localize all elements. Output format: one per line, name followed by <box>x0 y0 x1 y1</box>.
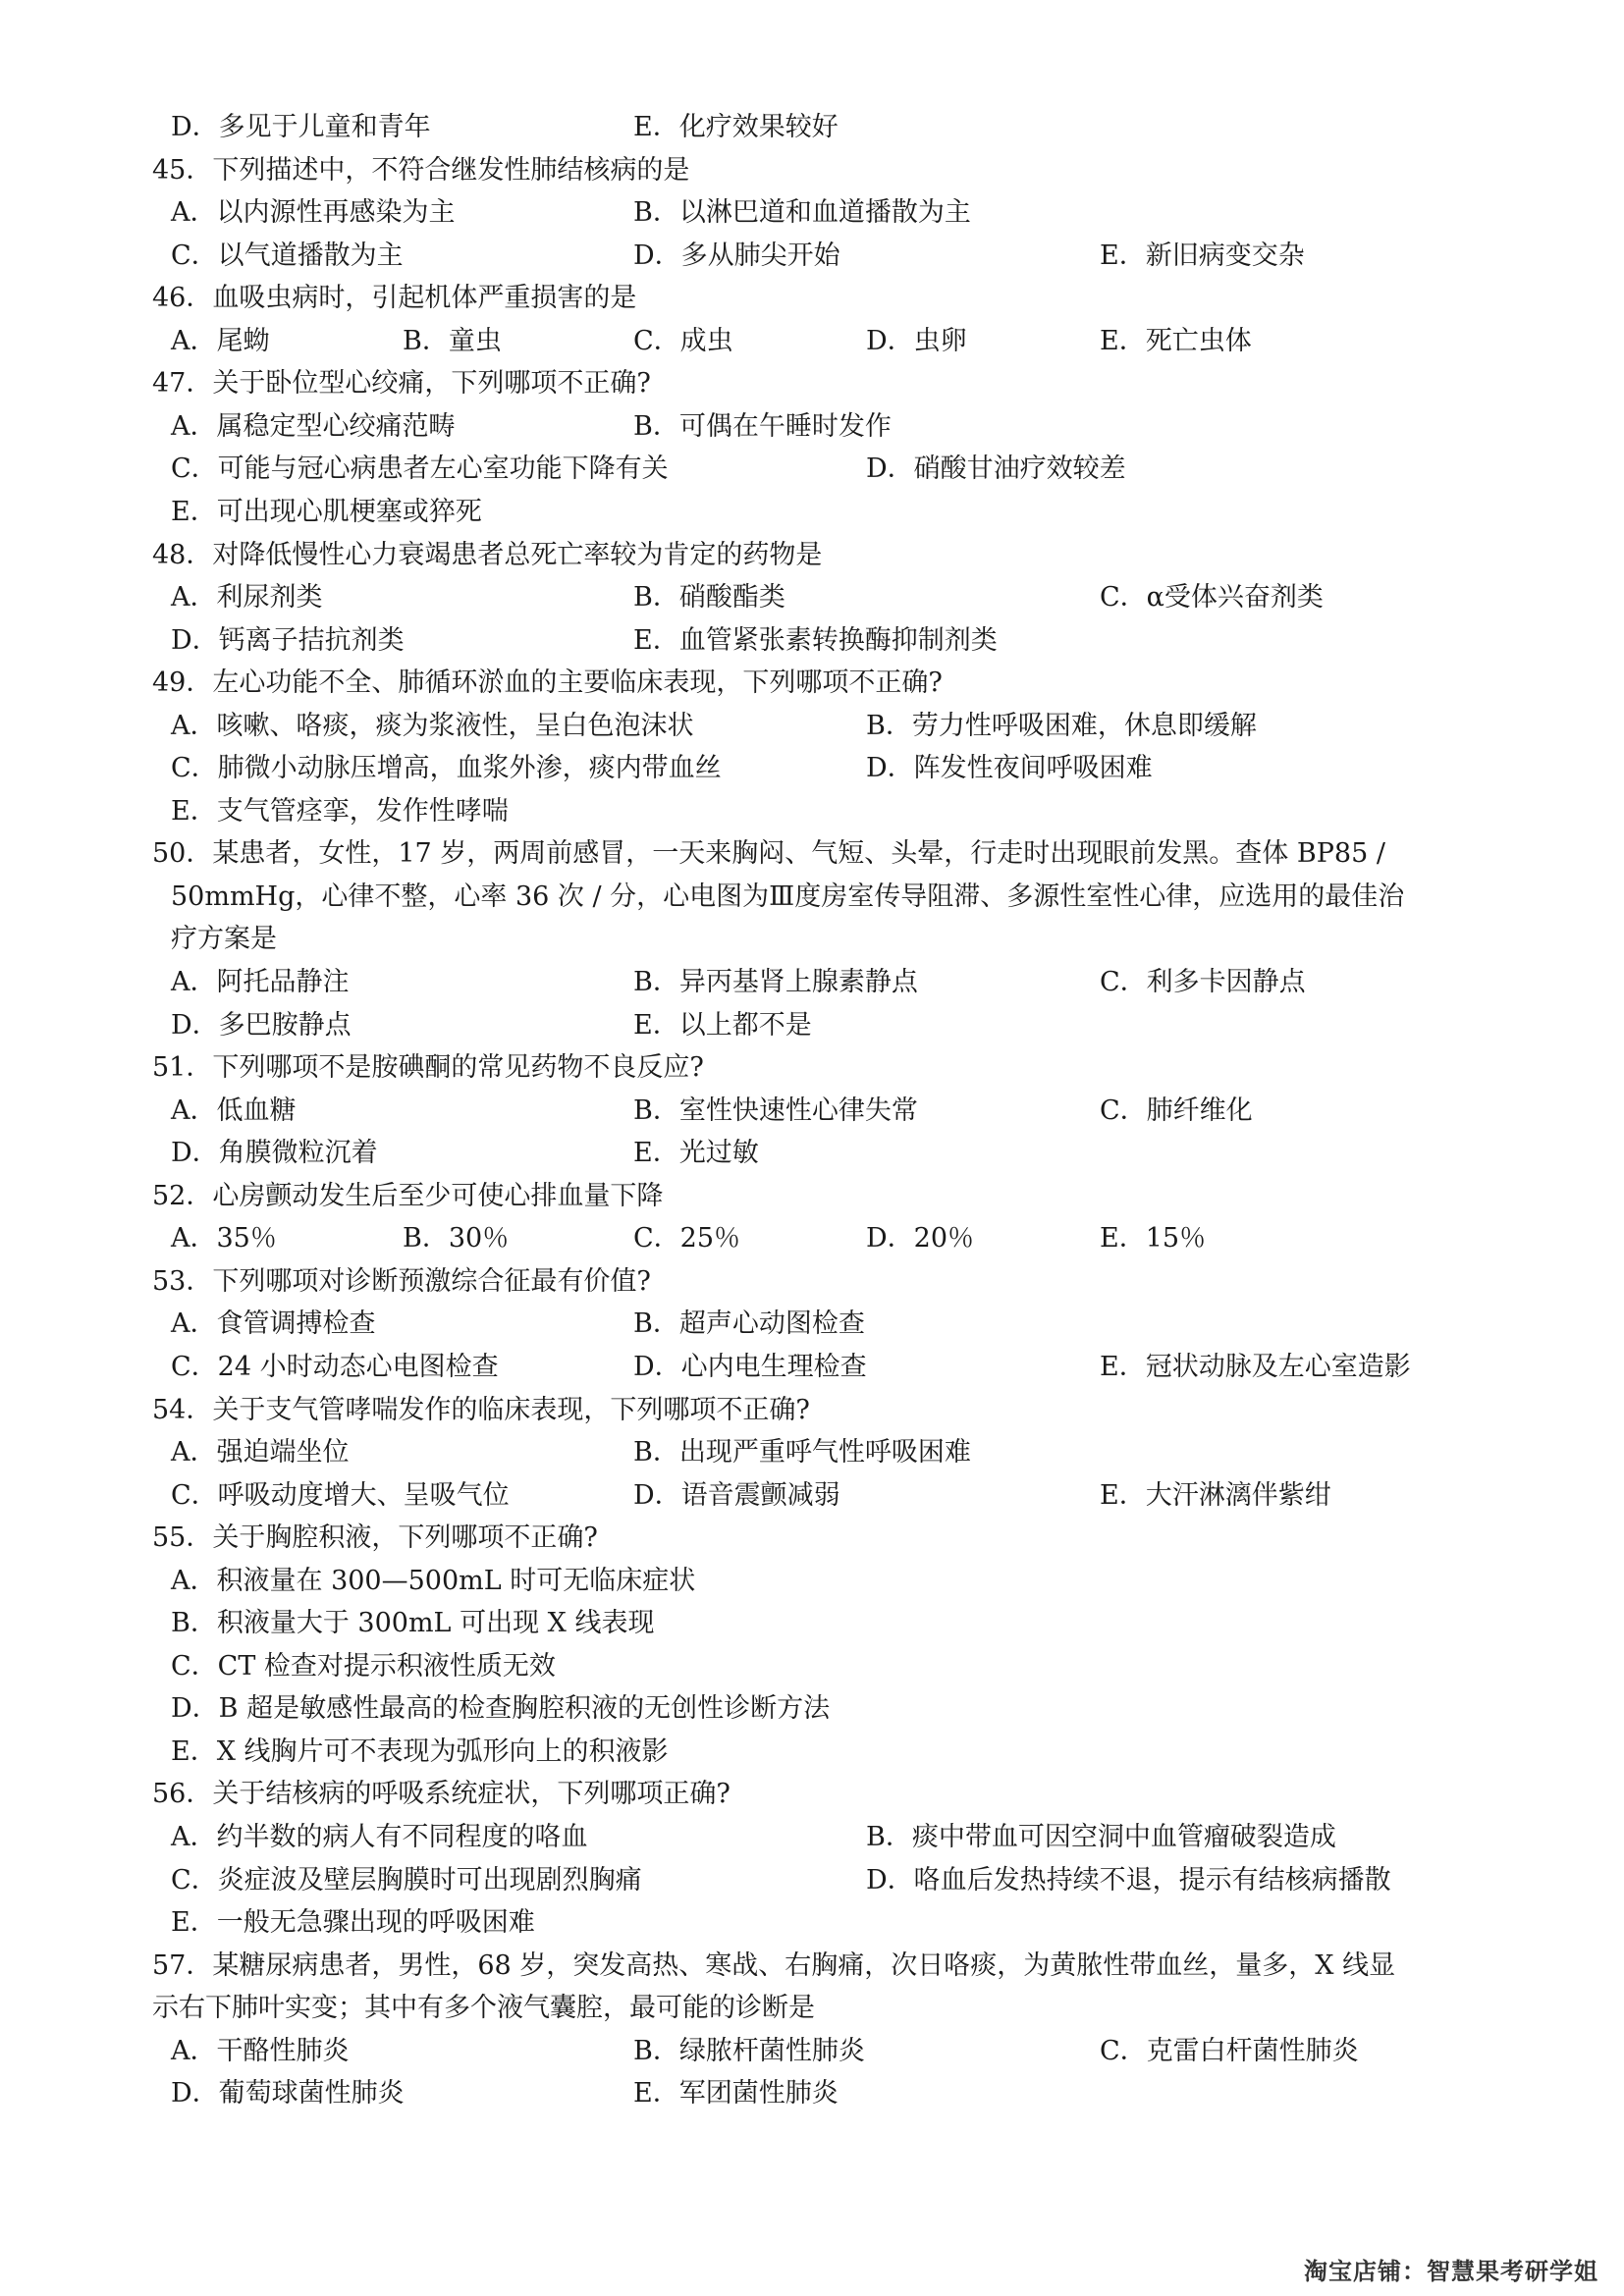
answer-option: B．痰中带血可因空洞中血管瘤破裂造成 <box>866 1822 1336 1852</box>
options-row <box>0 1859 1624 1902</box>
answer-option: C．肺纤维化 <box>1100 1095 1253 1126</box>
answer-option: A．利尿剂类 <box>171 582 323 614</box>
question-stem: 51．下列哪项不是胺碘酮的常见药物不良反应? <box>152 1052 704 1084</box>
answer-option: B．30％ <box>403 1223 510 1255</box>
answer-option: D．角膜微粒沉着 <box>171 1138 378 1169</box>
options-row <box>0 106 1624 149</box>
question-stem: 45．下列描述中，不符合继发性肺结核病的是 <box>152 154 690 186</box>
question-stem-continued: 50mmHg，心律不整，心率 36 次 / 分，心电图为Ⅲ度房室传导阻滞、多源性室性心律，应选用的最佳治 <box>171 881 1405 912</box>
answer-option: D．多从肺尖开始 <box>633 240 840 271</box>
question-stem: 53．下列哪项对诊断预激综合征最有价值? <box>152 1265 651 1297</box>
answer-option: D．钙离子拮抗剂类 <box>171 624 405 656</box>
options-row <box>0 1004 1624 1047</box>
options-row <box>0 1303 1624 1346</box>
question-stem: 55．关于胸腔积液，下列哪项不正确? <box>152 1522 598 1554</box>
answer-option: D．多见于儿童和青年 <box>171 112 431 142</box>
answer-option: D．语音震颤减弱 <box>633 1479 840 1511</box>
options-row <box>0 1090 1624 1133</box>
question-stem: 49．左心功能不全、肺循环淤血的主要临床表现，下列哪项不正确? <box>152 667 943 699</box>
answer-option: A．低血糖 <box>171 1095 297 1126</box>
options-row <box>0 1346 1624 1389</box>
answer-option: B．可偶在午睡时发作 <box>633 410 892 442</box>
options-row <box>0 191 1624 235</box>
question-stem-continued: 示右下肺叶实变；其中有多个液气囊腔，最可能的诊断是 <box>152 1993 815 2024</box>
answer-option: B．绿脓杆菌性肺炎 <box>633 2035 865 2066</box>
options-row <box>0 747 1624 790</box>
answer-option: B．室性快速性心律失常 <box>633 1095 918 1126</box>
answer-option: E．支气管痉挛，发作性哮喘 <box>171 795 509 827</box>
answer-option: C．24 小时动态心电图检查 <box>171 1351 499 1382</box>
question-stem: 50．某患者，女性，17 岁，两周前感冒，一天来胸闷、气短、头晕，行走时出现眼前发黑。查体 BP85 / <box>152 838 1385 870</box>
answer-option: D．多巴胺静点 <box>171 1009 352 1041</box>
answer-option: E．一般无急骤出现的呼吸困难 <box>171 1907 535 1939</box>
options-row <box>0 1687 1624 1731</box>
options-row <box>0 235 1624 278</box>
answer-option: D．B 超是敏感性最高的检查胸腔积液的无创性诊断方法 <box>171 1693 831 1725</box>
question-stem-continued: 疗方案是 <box>171 924 277 955</box>
answer-option: C．25％ <box>633 1223 741 1255</box>
answer-option: A．强迫端坐位 <box>171 1437 350 1468</box>
answer-option: E．新旧病变交杂 <box>1100 240 1305 271</box>
options-row <box>0 405 1624 449</box>
options-row <box>0 1217 1624 1260</box>
question-stem: 52．心房颤动发生后至少可使心排血量下降 <box>152 1180 664 1211</box>
answer-option: D．硝酸甘油疗效较差 <box>866 454 1126 485</box>
options-row <box>0 1474 1624 1518</box>
answer-option: E．化疗效果较好 <box>633 112 839 142</box>
options-row <box>0 1816 1624 1859</box>
question-stem: 48．对降低慢性心力衰竭患者总死亡率较为肯定的药物是 <box>152 539 823 570</box>
question-stem: 47．关于卧位型心绞痛，下列哪项不正确? <box>152 368 651 400</box>
answer-option: A．约半数的病人有不同程度的咯血 <box>171 1822 588 1852</box>
answer-option: A．尾蚴 <box>171 325 270 356</box>
answer-option: B．异丙基肾上腺素静点 <box>633 967 918 997</box>
answer-option: B．以淋巴道和血道播散为主 <box>633 197 971 229</box>
answer-option: B．硝酸酯类 <box>633 582 785 614</box>
options-row <box>0 576 1624 619</box>
options-row <box>0 1645 1624 1688</box>
answer-option: E．光过敏 <box>633 1138 759 1169</box>
watermark: 淘宝店铺：智慧果考研学姐 <box>1304 2258 1598 2285</box>
options-row <box>0 1560 1624 1603</box>
answer-option: E．15％ <box>1100 1223 1207 1255</box>
answer-option: E．X 线胸片可不表现为弧形向上的积液影 <box>171 1735 669 1767</box>
answer-option: C．炎症波及壁层胸膜时可出现剧烈胸痛 <box>171 1864 642 1896</box>
options-row <box>0 1602 1624 1645</box>
answer-option: D．20％ <box>866 1223 975 1255</box>
options-row <box>0 2072 1624 2115</box>
answer-option: A．阿托品静注 <box>171 967 350 997</box>
answer-option: B．超声心动图检查 <box>633 1308 865 1340</box>
answer-option: A．属稳定型心绞痛范畴 <box>171 410 456 442</box>
answer-option: C．呼吸动度增大、呈吸气位 <box>171 1479 510 1511</box>
options-row <box>0 1431 1624 1474</box>
answer-option: E．军团菌性肺炎 <box>633 2078 839 2109</box>
answer-option: B．童虫 <box>403 325 502 356</box>
answer-option: E．大汗淋漓伴紫绀 <box>1100 1479 1331 1511</box>
answer-option: C．利多卡因静点 <box>1100 967 1306 997</box>
answer-option: C．CT 检查对提示积液性质无效 <box>171 1650 556 1682</box>
answer-option: E．以上都不是 <box>633 1009 812 1041</box>
answer-option: A．咳嗽、咯痰，痰为浆液性，呈白色泡沫状 <box>171 710 694 741</box>
answer-option: B．积液量大于 300mL 可出现 X 线表现 <box>171 1608 655 1639</box>
answer-option: A．35％ <box>171 1223 277 1255</box>
options-row <box>0 1132 1624 1175</box>
answer-option: E．血管紧张素转换酶抑制剂类 <box>633 624 998 656</box>
options-row <box>0 2030 1624 2073</box>
answer-option: E．可出现心肌梗塞或猝死 <box>171 496 482 527</box>
answer-option: C．α受体兴奋剂类 <box>1100 582 1324 614</box>
options-row <box>0 320 1624 363</box>
options-row <box>0 790 1624 833</box>
answer-option: D．葡萄球菌性肺炎 <box>171 2078 405 2109</box>
question-stem: 46．血吸虫病时，引起机体严重损害的是 <box>152 283 637 314</box>
answer-option: E．冠状动脉及左心室造影 <box>1100 1351 1411 1382</box>
answer-option: C．以气道播散为主 <box>171 240 404 271</box>
answer-option: D．阵发性夜间呼吸困难 <box>866 753 1153 784</box>
answer-option: D．咯血后发热持续不退，提示有结核病播散 <box>866 1864 1391 1896</box>
question-stem: 54．关于支气管哮喘发作的临床表现，下列哪项不正确? <box>152 1394 810 1425</box>
answer-option: A．干酪性肺炎 <box>171 2035 350 2066</box>
options-row <box>0 448 1624 491</box>
options-row <box>0 1901 1624 1945</box>
question-stem: 56．关于结核病的呼吸系统症状，下列哪项正确? <box>152 1779 731 1810</box>
options-row <box>0 491 1624 534</box>
options-row <box>0 1731 1624 1774</box>
answer-option: A．食管调搏检查 <box>171 1308 376 1340</box>
options-row <box>0 619 1624 663</box>
answer-option: B．劳力性呼吸困难，休息即缓解 <box>866 710 1257 741</box>
answer-option: E．死亡虫体 <box>1100 325 1252 356</box>
answer-option: C．可能与冠心病患者左心室功能下降有关 <box>171 454 669 485</box>
answer-option: C．克雷白杆菌性肺炎 <box>1100 2035 1359 2066</box>
options-row <box>0 961 1624 1004</box>
answer-option: A．以内源性再感染为主 <box>171 197 456 229</box>
answer-option: A．积液量在 300—500mL 时可无临床症状 <box>171 1565 696 1596</box>
answer-option: C．肺微小动脉压增高，血浆外渗，痰内带血丝 <box>171 753 722 784</box>
answer-option: C．成虫 <box>633 325 733 356</box>
answer-option: D．虫卵 <box>866 325 967 356</box>
question-stem: 57．某糖尿病患者，男性，68 岁，突发高热、寒战、右胸痛，次日咯痰，为黄脓性带血丝，量多，X 线显 <box>152 1949 1396 1981</box>
answer-option: D．心内电生理检查 <box>633 1351 867 1382</box>
options-row <box>0 705 1624 748</box>
answer-option: B．出现严重呼气性呼吸困难 <box>633 1437 971 1468</box>
